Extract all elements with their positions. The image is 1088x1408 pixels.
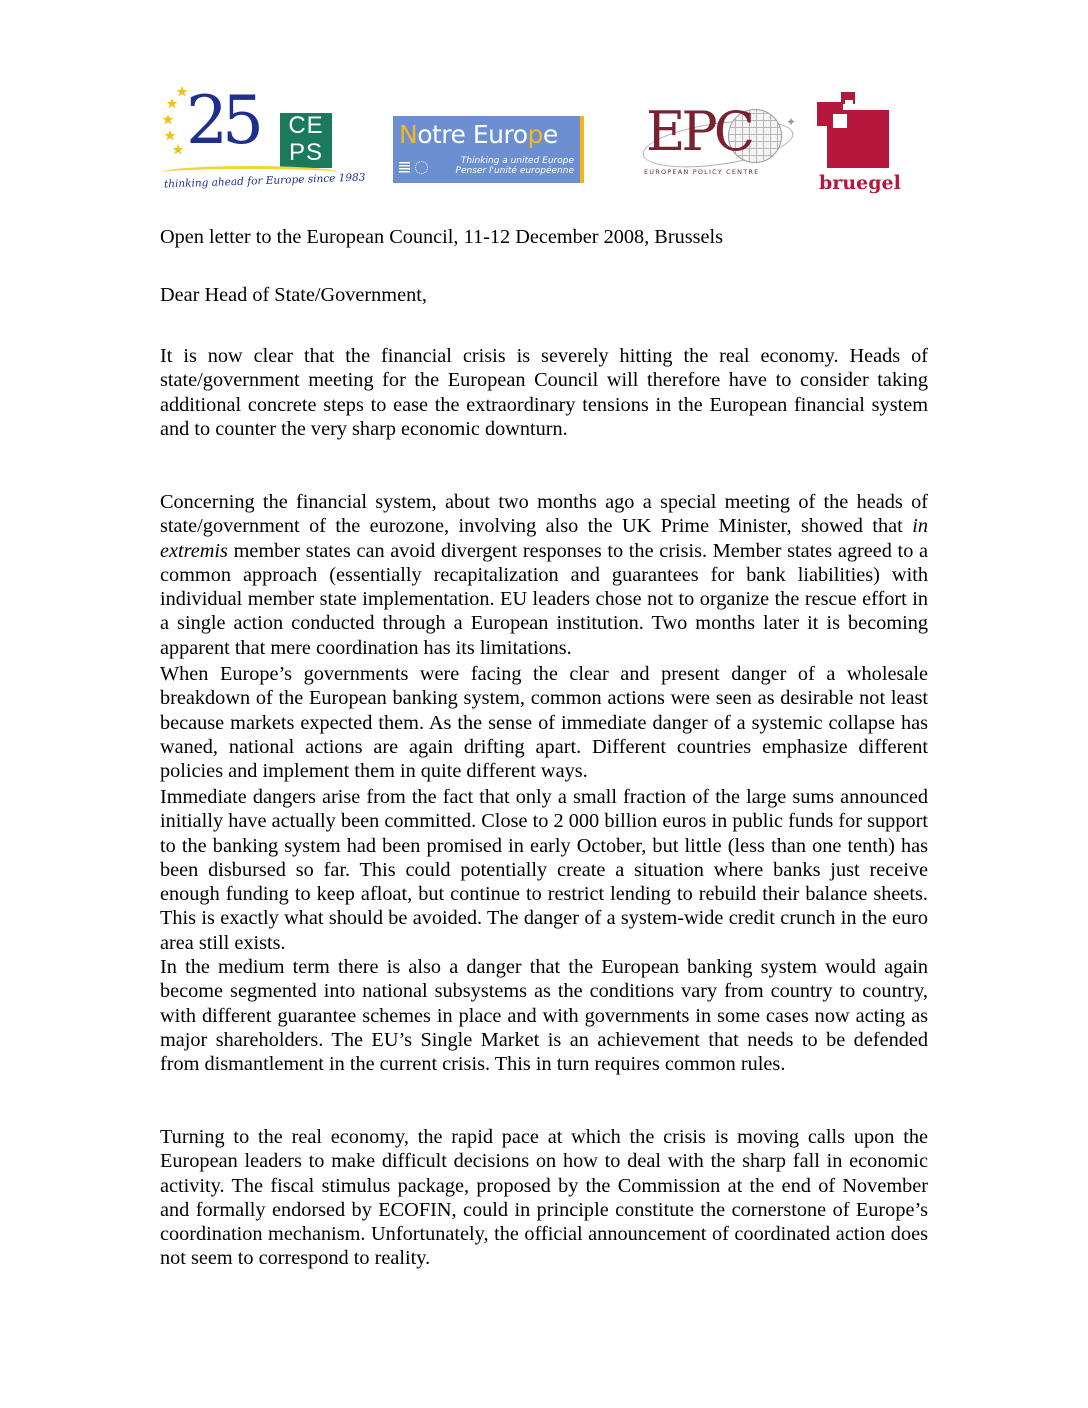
bruegel-white-notch-small	[845, 100, 853, 108]
notre-europe-title-initial: N	[399, 120, 418, 149]
document-icon	[399, 162, 410, 174]
paragraph-1: It is now clear that the financial crisis is severely hitting the real economy. Heads of state/government meeting for the European Council will therefore have to consider taking additional concrete steps to ease the extraordinary tensions in the European financial system and to counter the very sharp economic downturn.	[160, 345, 928, 440]
ceps-25-mark: 25	[186, 82, 258, 159]
notre-europe-title-part1: otre Euro	[417, 120, 528, 149]
notre-europe-tagline-en: Thinking a united Europe	[460, 156, 574, 166]
epc-logo	[640, 100, 800, 185]
notre-europe-tagline-fr: Penser l'unité européenne	[455, 166, 574, 176]
notre-europe-logo	[393, 116, 584, 183]
paragraph-5: In the medium term there is also a danger that the European banking system would again become segmented into national subsystems as the conditions vary from country to country, with different guarantee schemes in place and with governments in some cases now acting as major shareholders. The EU’s Single Market is an achievement that needs to be defended from dismantlement in the current crisis. This in turn requires common rules.	[160, 956, 928, 1076]
paragraph-2	[160, 490, 928, 660]
paragraph-2-before-italic: Concerning the financial system, about two months ago a special meeting of the heads of state/government of the eurozone, involving also the UK Prime Minister, showed that	[160, 491, 928, 538]
star-icon: ✦	[786, 115, 797, 129]
paragraph-3: When Europe’s governments were facing the clear and present danger of a wholesale breakdown of the European banking system, common actions were seen as desirable not least because markets expected them. As the sense of immediate danger of a systemic collapse has waned, national actions are again drifting apart. Different countries emphasize different policies and implement them in quite different ways.	[160, 663, 928, 783]
ceps-tagline: thinking ahead for Europe since 1983	[163, 171, 366, 191]
notre-europe-taglines	[431, 156, 574, 176]
bruegel-logo	[815, 90, 901, 198]
ceps-logo	[160, 80, 366, 195]
notre-europe-title	[399, 120, 558, 149]
ceps-acronym-top: CE	[288, 112, 324, 139]
notre-europe-title-part2: e	[542, 120, 558, 149]
paragraph-2-italic: in extremis	[160, 515, 928, 562]
paragraph-6: Turning to the real economy, the rapid pace at which the crisis is moving calls upon the European leaders to make difficult decisions on how to deal with the sharp fall in economic activity. The fiscal stimulus package, proposed by the Commission at the end of November and formally endorsed by ECOFIN, could in principle constitute the cornerstone of Europe’s coordination mechanism. Unfortunately, the official announcement of coordinated action does not seem to correspond to reality.	[160, 1126, 928, 1270]
paragraph-2-after-italic: member states can avoid divergent responses to the crisis. Member states agreed to a common approach (essentially recapitalization and guarantees for bank liabilities) with individual member state implementation. EU leaders chose not to organize the rescue effort in a single action conducted through a European institution. Two months later it is becoming apparent that mere coordination has its limitations.	[160, 539, 928, 659]
ceps-acronym-bottom: PS	[288, 139, 323, 166]
letter-heading: Open letter to the European Council, 11-12 December 2008, Brussels	[160, 226, 724, 248]
letter-salutation: Dear Head of State/Government,	[160, 284, 427, 306]
epc-letters: EPC	[646, 100, 752, 163]
epc-caption: EUROPEAN POLICY CENTRE	[644, 168, 760, 176]
bruegel-white-notch	[833, 114, 847, 128]
paragraph-4: Immediate dangers arise from the fact that only a small fraction of the large sums announced initially have actually been committed. Close to 2 000 billion euros in public funds for support to the banking system had been promised in early October, but little (less than one tenth) has been disbursed so far. This could potentially create a situation where banks just receive enough funding to keep afloat, but continue to restrict lending to rebuild their balance sheets. This is exactly what should be avoided. The danger of a system-wide credit crunch in the euro area still exists.	[160, 786, 928, 954]
notre-europe-title-highlight: p	[527, 120, 543, 149]
ceps-acronym-box	[280, 113, 332, 168]
eu-ring-icon	[415, 161, 428, 174]
bruegel-caption: bruegel	[819, 172, 901, 194]
